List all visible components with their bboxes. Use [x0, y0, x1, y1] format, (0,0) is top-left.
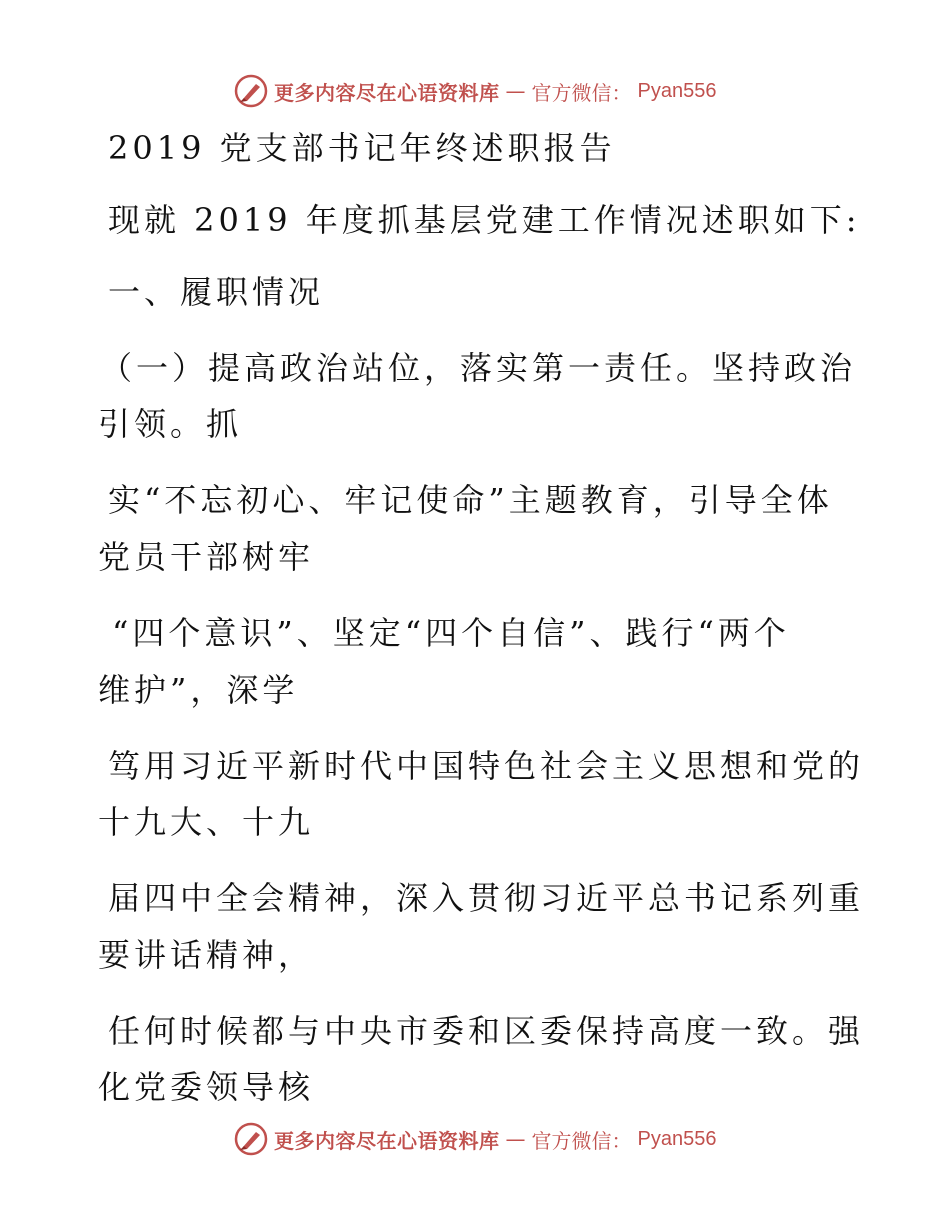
paragraph-line: 笃用习近平新时代中国特色社会主义思想和党的: [108, 747, 865, 785]
paragraph-line: 引领。抓: [98, 405, 243, 443]
footer-watermark: [234, 1120, 716, 1158]
watermark-wechat-id: Pyan556: [637, 79, 717, 102]
watermark-official-label: 官方微信：: [531, 1128, 632, 1153]
watermark-official-label: 官方微信：: [531, 80, 632, 105]
paragraph-line: （一）提高政治站位，落实第一责任。坚持政治: [100, 349, 857, 387]
pen-logo-icon: [234, 1122, 268, 1156]
paragraph-line: 届四中全会精神，深入贯彻习近平总书记系列重: [108, 879, 865, 917]
paragraph-line: 现就 2019 年度抓基层党建工作情况述职如下:: [108, 201, 861, 239]
document-title: 2019 党支部书记年终述职报告: [108, 129, 616, 167]
paragraph-line: 十九大、十九: [98, 803, 315, 841]
paragraph-line: 化党委领导核: [98, 1068, 315, 1106]
watermark-separator: —: [505, 1127, 526, 1151]
watermark-text: 更多内容尽在心语资料库: [274, 80, 500, 105]
paragraph-line: 实“不忘初心、牢记使命”主题教育，引导全体: [108, 481, 833, 519]
section-heading: 一、履职情况: [108, 273, 325, 311]
watermark-separator: —: [505, 79, 526, 103]
paragraph-line: 要讲话精神，: [98, 936, 315, 974]
watermark-text: 更多内容尽在心语资料库: [274, 1128, 500, 1153]
watermark-wechat-id: Pyan556: [637, 1127, 717, 1150]
paragraph-line: 维护”，深学: [98, 671, 299, 709]
header-watermark: [234, 72, 716, 110]
pen-logo-icon: [234, 74, 268, 108]
paragraph-line: 任何时候都与中央市委和区委保持高度一致。强: [108, 1012, 865, 1050]
paragraph-line: “四个意识”、坚定“四个自信”、践行“两个: [112, 614, 790, 652]
paragraph-line: 党员干部树牢: [98, 538, 315, 576]
